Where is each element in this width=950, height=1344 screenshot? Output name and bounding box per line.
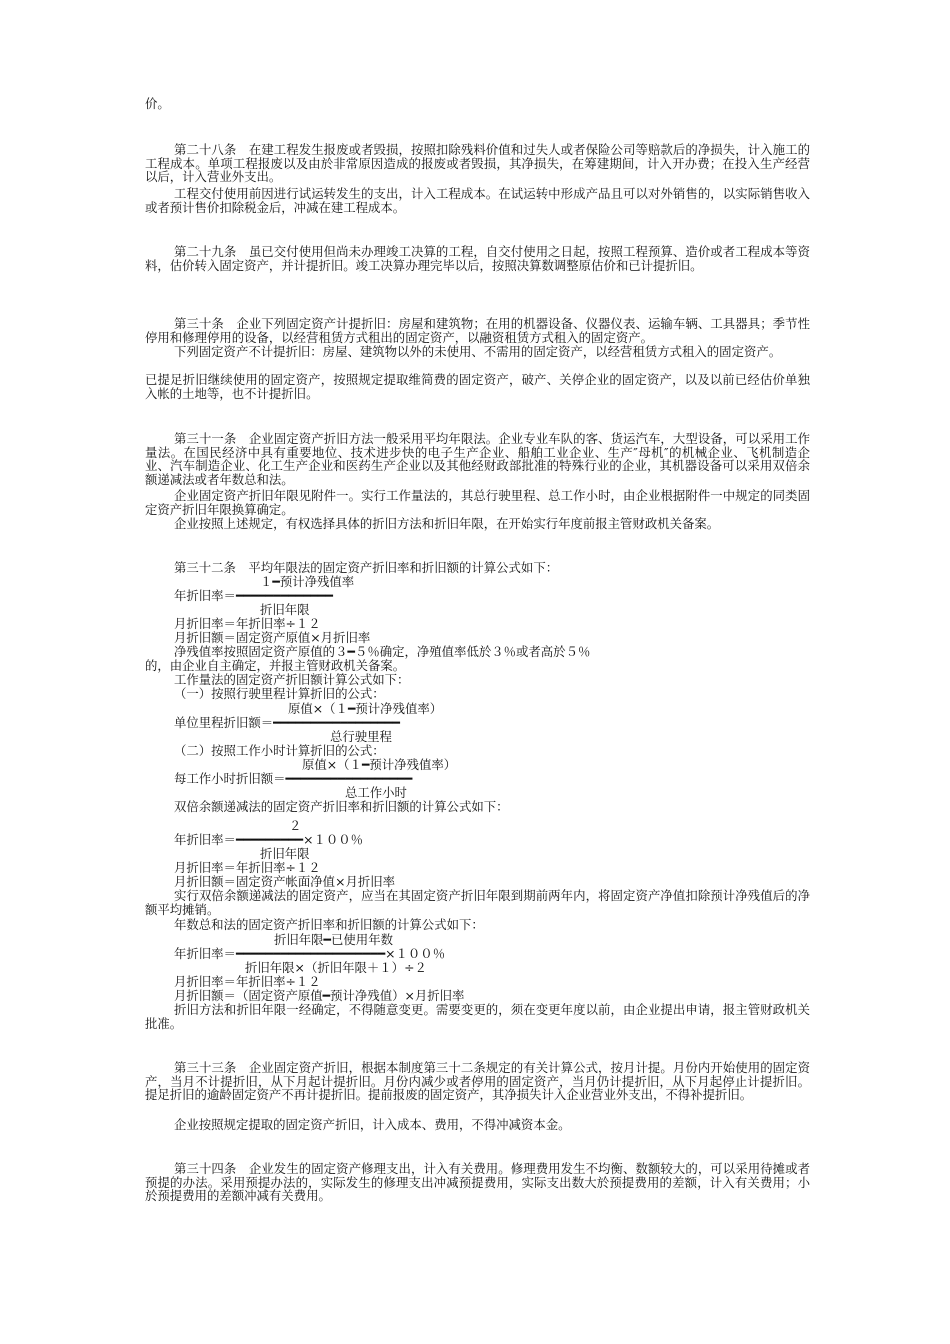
article-31-paragraph-1: 第三十一条 企业固定资产折旧方法一般采用平均年限法。企业专业车队的客、货运汽车，大型设备，可以采用工作量法。在国民经济中具有重要地位、技术进步快的电子生产企业、船舶工业企业、生产″母机″的机械企业、飞机制造企业、汽车制造企业、化工生产企业和医药生产企业以及其他经财政部批准的特殊行业的企业，其机器设备可以采用双倍余额递减法或者年数总和法。 (145, 431, 810, 487)
formula-4-numerator: ２ (289, 818, 302, 833)
article-32-heading: 第三十二条 平均年限法的固定资产折旧率和折旧额的计算公式如下： (174, 560, 559, 575)
ddb-monthly-rate: 月折旧率＝年折旧率÷１２ (174, 860, 321, 875)
formula-2-denominator: 总行驶里程 (330, 729, 392, 744)
syd-intro: 年数总和法的固定资产折旧率和折旧额的计算公式如下： (174, 917, 484, 932)
formula-5-numerator: 折旧年限━已使用年数 (274, 932, 393, 947)
formula-4-denominator: 折旧年限 (260, 846, 310, 861)
ddb-monthly-amount: 月折旧额＝固定资产帐面净值×月折旧率 (174, 874, 396, 889)
article-30-paragraph-2: 下列固定资产不计提折旧：房屋、建筑物以外的未使用、不需用的固定资产，以经营租赁方式租入的固定资产。 (174, 344, 782, 359)
formula-2-numerator: 原值×（１━预计净残值率） (288, 701, 443, 716)
ddb-intro: 双倍余额递减法的固定资产折旧率和折旧额的计算公式如下： (174, 799, 509, 814)
formula-3-denominator: 总工作小时 (345, 785, 407, 800)
article-34-paragraph-1: 第三十四条 企业发生的固定资产修理支出，计入有关费用。修理费用发生不均衡、数额较大的，可以采用待摊或者预提的办法。采用预提办法的，实际发生的修理支出冲减预提费用，实际支出数大於预提费用的差额，计入有关费用；小於预提费用的差额冲减有关费用。 (145, 1161, 810, 1204)
formula-2-line: 单位里程折旧额＝━━━━━━━━━━━━━━━━━ (174, 715, 400, 730)
article-28-paragraph-1: 第二十八条 在建工程发生报废或者毁损，按照扣除残料价值和过失人或者保险公司等赔款后的净损失，计入施工的工程成本。单项工程报废以及由於非常原因造成的报废或者毁损，其净损失，在筹建期间，计入开办费；在投入生产经营以后，计入营业外支出。 (145, 142, 810, 185)
ddb-note: 实行双倍余额递减法的固定资产，应当在其固定资产折旧年限到期前两年内，将固定资产净值扣除预计净残值后的净额平均摊销。 (145, 888, 810, 917)
syd-monthly-rate: 月折旧率＝年折旧率÷１２ (174, 974, 321, 989)
article-32-closing: 折旧方法和折旧年限一经确定，不得随意变更。需要变更的，须在变更年度以前，由企业提出申请，报主管财政机关批准。 (145, 1002, 810, 1031)
method-2-title: （二）按照工作小时计算折旧的公式： (174, 743, 385, 758)
formula-4-line: 年折旧率＝━━━━━━━━━×１００％ (174, 832, 364, 847)
formula-1-line: 年折旧率＝━━━━━━━━━━━━━ (174, 588, 333, 603)
formula-1-numerator: １━预计净残值率 (260, 574, 355, 589)
workload-intro: 工作量法的固定资产折旧额计算公式如下： (174, 672, 410, 687)
article-29-paragraph-1: 第二十九条 虽已交付使用但尚未办理竣工决算的工程，自交付使用之日起，按照工程预算、造价或者工程成本等资料，估价转入固定资产，并计提折旧。竣工决算办理完毕以后，按照决算数调整原估价和已计提折旧。 (145, 244, 810, 273)
article-33-paragraph-2: 企业按照规定提取的固定资产折旧，计入成本、费用，不得冲减资本金。 (174, 1117, 571, 1132)
intro-fragment: 价。 (145, 96, 170, 111)
monthly-amount-formula: 月折旧额＝固定资产原值×月折旧率 (174, 630, 371, 645)
formula-1-denominator: 折旧年限 (260, 602, 310, 617)
article-31-paragraph-2: 企业固定资产折旧年限见附件一。实行工作量法的，其总行驶里程、总工作小时，由企业根据附件一中规定的同类固定资产折旧年限换算确定。 (145, 488, 810, 517)
syd-monthly-amount: 月折旧额＝（固定资产原值━预计净残值）×月折旧率 (174, 988, 465, 1003)
residual-rate-line-1: 净残值率按照固定资产原值的３━５％确定，净殖值率低於３％或者高於５％ (174, 644, 591, 659)
formula-3-numerator: 原值×（１━预计净残值率） (302, 757, 457, 772)
article-28-paragraph-2: 工程交付使用前因进行试运转发生的支出，计入工程成本。在试运转中形成产品且可以对外销售的，以实际销售收入或者预计售价扣除税金后，冲减在建工程成本。 (145, 186, 810, 215)
article-33-paragraph-1: 第三十三条 企业固定资产折旧，根据本制度第三十二条规定的有关计算公式，按月计提。月份内开始使用的固定资产，当月不计提折旧，从下月起计提折旧。月份内减少或者停用的固定资产，当月仍计提折旧，从下月起停止计提折旧。提足折旧的逾龄固定资产不再计提折旧。提前报废的固定资产，其净损失计入企业营业外支出，不得补提折旧。 (145, 1060, 810, 1103)
article-31-paragraph-3: 企业按照上述规定，有权选择具体的折旧方法和折旧年限，在开始实行年度前报主管财政机关备案。 (174, 516, 720, 531)
residual-rate-line-2: 的，由企业自主确定，并报主管财政机关备案。 (145, 658, 406, 673)
monthly-rate-formula: 月折旧率＝年折旧率÷１２ (174, 616, 321, 631)
article-30-paragraph-1: 第三十条 企业下列固定资产计提折旧：房屋和建筑物；在用的机器设备、仪器仪表、运输车辆、工具器具；季节性停用和修理停用的设备，以经营租赁方式租出的固定资产，以融资租赁方式租入的固定资产。 (145, 316, 810, 345)
article-30-paragraph-3: 已提足折旧继续使用的固定资产，按照规定提取维简费的固定资产，破产、关停企业的固定资产，以及以前已经估价单独入帐的土地等，也不计提折旧。 (145, 372, 810, 401)
formula-5-denominator: 折旧年限×（折旧年限＋１）÷２ (245, 960, 427, 975)
formula-3-line: 每工作小时折旧额＝━━━━━━━━━━━━━━━━━ (174, 771, 413, 786)
formula-5-line: 年折旧率＝━━━━━━━━━━━━━━━━━━━━×１００％ (174, 946, 446, 961)
method-1-title: （一）按照行驶里程计算折旧的公式： (174, 686, 385, 701)
